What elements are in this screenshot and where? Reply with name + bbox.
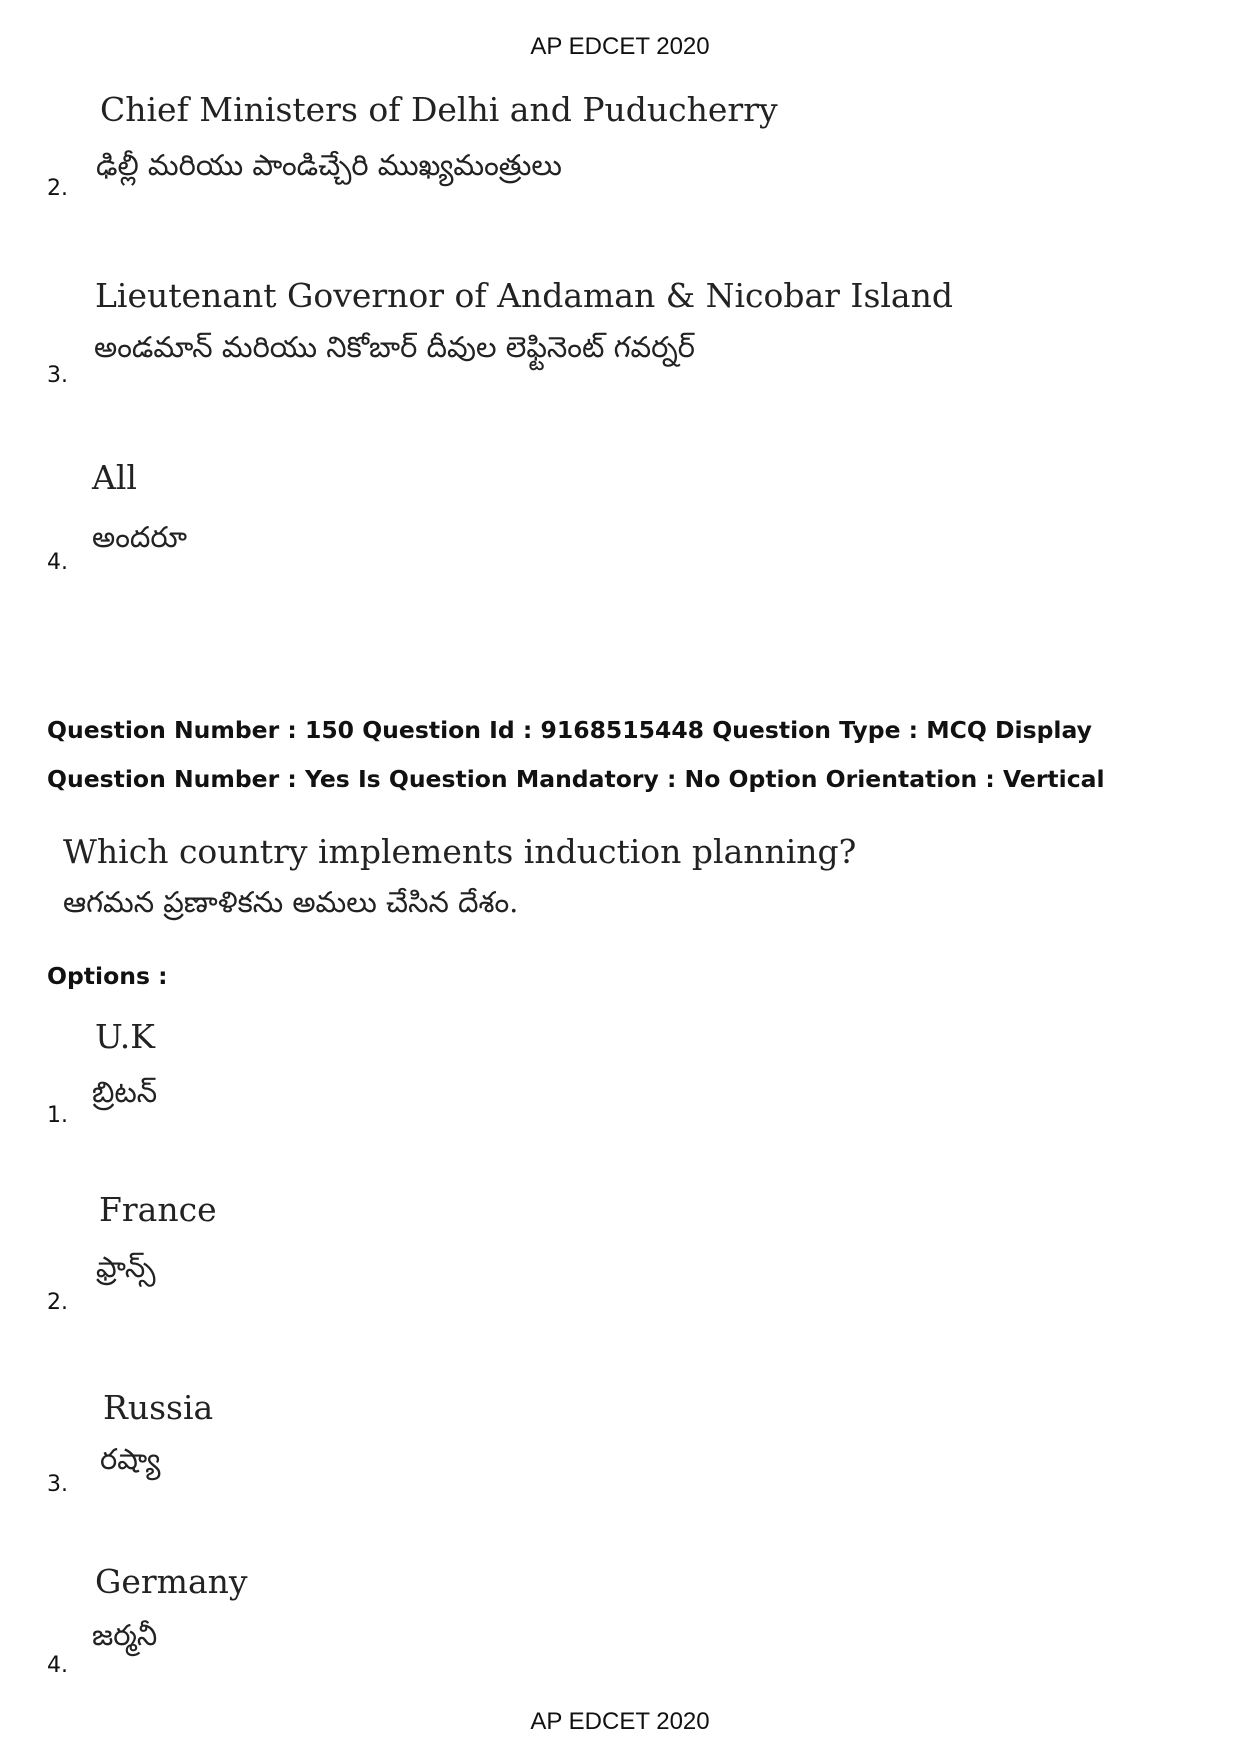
option-number: 1.	[47, 1103, 68, 1128]
option-number: 4.	[47, 550, 68, 575]
option-telugu: రష్యా	[100, 1442, 161, 1476]
option-english: All	[92, 458, 137, 497]
option-number: 3.	[47, 363, 68, 388]
option-telugu: ఢిల్లీ మరియు పాండిచ్చేరి ముఖ్యమంత్రులు	[96, 148, 562, 182]
question-english: Which country implements induction planning?	[63, 832, 857, 871]
page-header: AP EDCET 2020	[530, 33, 710, 60]
option-english: Chief Ministers of Delhi and Puducherry	[100, 90, 778, 129]
option-telugu: అందరూ	[92, 520, 187, 554]
options-label: Options :	[47, 962, 168, 990]
option-telugu: ఫ్రాన్స్	[96, 1250, 156, 1284]
option-english: Lieutenant Governor of Andaman & Nicobar Island	[95, 276, 953, 315]
option-english: U.K	[95, 1017, 155, 1056]
option-telugu: బ్రిటన్	[92, 1075, 158, 1109]
option-english: France	[99, 1190, 217, 1229]
option-number: 2.	[47, 1290, 68, 1315]
option-english: Germany	[95, 1562, 248, 1601]
option-number: 4.	[47, 1653, 68, 1678]
question-meta: Question Number : 150 Question Id : 9168515448 Question Type : MCQ Display Question Number : Yes Is Question Mandatory : No Option Orientation : Vertical	[47, 716, 1105, 793]
option-number: 2.	[47, 176, 68, 201]
question-telugu: ఆగమన ప్రణాళికను అమలు చేసిన దేశం.	[63, 885, 519, 919]
page-footer: AP EDCET 2020	[530, 1708, 710, 1735]
option-telugu: జర్మనీ	[92, 1618, 158, 1652]
option-english: Russia	[103, 1388, 214, 1427]
option-telugu: అండమాన్ మరియు నికోబార్ దీవుల లెఫ్టినెంట్ గవర్నర్	[94, 330, 695, 364]
option-number: 3.	[47, 1472, 68, 1497]
